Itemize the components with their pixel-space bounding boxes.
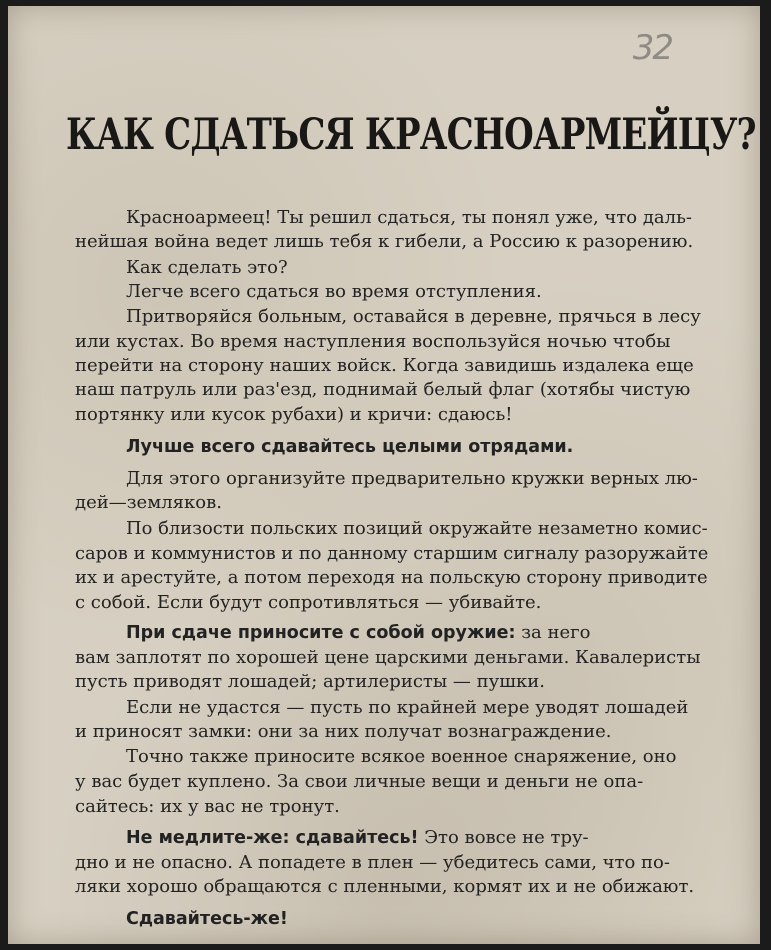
body-line: Как сделать это?	[126, 257, 288, 278]
body-line: Легче всего сдаться во время отступления.	[126, 281, 542, 302]
body-line: наш патруль или раз'езд, поднимай белый флаг (хотябы чистую	[75, 379, 691, 400]
body-line: их и арестуйте, а потом переходя на польскую сторону приводите	[75, 567, 708, 588]
body-line: ляки хорошо обращаются с пленными, кормят их и не обижают.	[75, 876, 695, 897]
emphasis-line: Лучше всего сдавайтесь целыми отрядами.	[126, 437, 574, 457]
leaflet-sheet	[8, 6, 760, 944]
body-line: пусть приводят лошадей; артилеристы — пушки.	[75, 671, 545, 692]
handwritten-page-number: 32	[632, 28, 672, 68]
body-line: с собой. Если будут сопротивляться — убивайте.	[75, 592, 542, 613]
body-line: Красноармеец! Ты решил сдаться, ты понял уже, что даль-	[126, 207, 692, 228]
body-line: саров и коммунистов и по данному старшим сигналу разоружайте	[75, 543, 709, 564]
body-line: вам заплотят по хорошей цене царскими деньгами. Кавалеристы	[75, 647, 701, 668]
body-line: По близости польских позиций окружайте незаметно комис-	[126, 518, 708, 539]
body-line: Для этого организуйте предварительно кружки верных лю-	[126, 468, 698, 489]
body-line: Притворяйся больным, оставайся в деревне, прячься в лесу	[126, 306, 701, 327]
body-line: перейти на сторону наших войск. Когда завидишь издалека еще	[75, 355, 694, 376]
body-line: и приносят замки: они за них получат вознаграждение.	[75, 721, 612, 742]
closing-line: Сдавайтесь-же!	[126, 909, 288, 929]
body-line: или кустах. Во время наступления воспользуйся ночью чтобы	[75, 331, 671, 352]
body-line: нейшая война ведет лишь тебя к гибели, а Россию к разорению.	[75, 231, 694, 252]
body-line: дно и не опасно. А попадете в плен — убедитесь сами, что по-	[75, 852, 670, 873]
body-line: портянку или кусок рубахи) и кричи: сдаюсь!	[75, 404, 513, 425]
body-line: сайтесь: их у вас не тронут.	[75, 796, 340, 817]
body-line: Точно также приносите всякое военное снаряжение, оно	[126, 746, 677, 767]
emphasis-line: При сдаче приносите с собой оружие: за него	[126, 622, 591, 643]
body-line: Если не удастся — пусть по крайней мере уводят лошадей	[126, 697, 689, 718]
leaflet-title: КАК СДАТЬСЯ КРАСНОАРМЕЙЦУ?	[66, 110, 756, 160]
body-line: дей—земляков.	[75, 492, 222, 513]
body-line: у вас будет куплено. За свои личные вещи и деньги не опа-	[75, 771, 644, 792]
emphasis-line: Не медлите-же: сдавайтесь! Это вовсе не тру-	[126, 827, 589, 848]
